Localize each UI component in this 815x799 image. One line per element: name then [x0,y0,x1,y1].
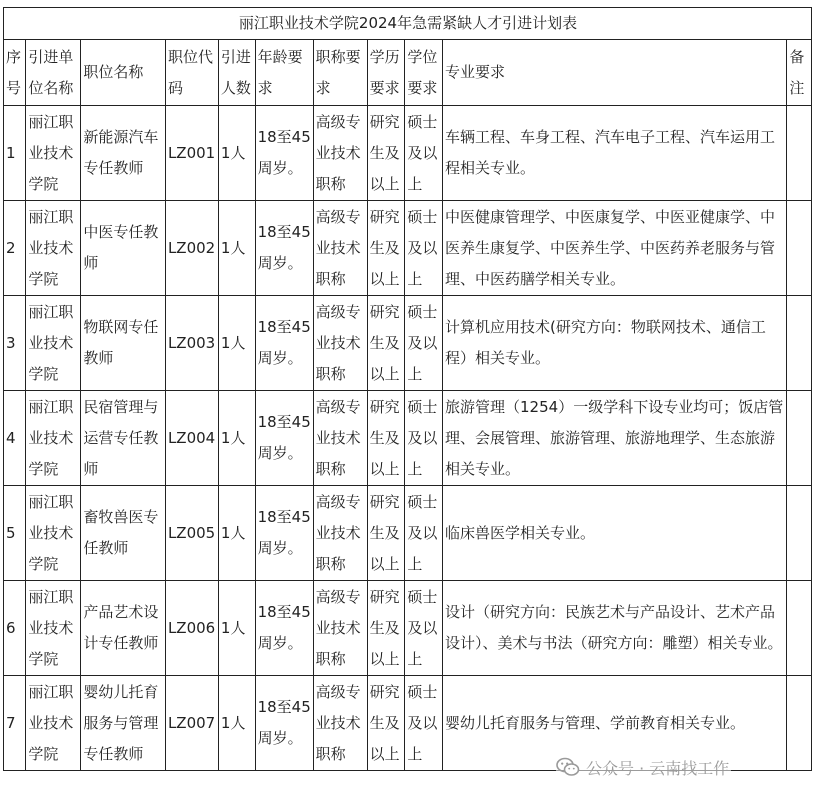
header-cell-title-req: 职称要求 [313,40,367,106]
cell-age: 18至45周岁。 [255,106,313,201]
header-cell-major: 专业要求 [443,40,787,106]
cell-count: 1人 [218,201,255,296]
cell-age: 18至45周岁。 [255,296,313,391]
table-row [4,486,812,581]
cell-remarks [787,106,812,201]
cell-title-req: 高级专业技术职称 [313,486,367,581]
cell-code: LZ004 [165,391,218,486]
header-cell-age: 年龄要求 [255,40,313,106]
header-cell-education: 学历要求 [367,40,405,106]
cell-unit: 丽江职业技术学院 [26,391,81,486]
cell-degree: 硕士及以上 [405,581,443,676]
cell-title-req: 高级专业技术职称 [313,676,367,771]
cell-degree: 硕士及以上 [405,486,443,581]
cell-age: 18至45周岁。 [255,391,313,486]
cell-age: 18至45周岁。 [255,581,313,676]
cell-major: 设计（研究方向：民族艺术与产品设计、艺术产品设计）、美术与书法（研究方向：雕塑）相关专业。 [443,581,787,676]
recruitment-plan-table [3,7,812,771]
cell-count: 1人 [218,676,255,771]
cell-index: 3 [4,296,26,391]
cell-title-req: 高级专业技术职称 [313,296,367,391]
cell-major: 车辆工程、车身工程、汽车电子工程、汽车运用工程相关专业。 [443,106,787,201]
watermark [556,754,731,780]
cell-degree: 硕士及以上 [405,676,443,771]
cell-age: 18至45周岁。 [255,676,313,771]
cell-title-req: 高级专业技术职称 [313,201,367,296]
cell-unit: 丽江职业技术学院 [26,581,81,676]
recruitment-plan-sheet [3,7,812,795]
cell-age: 18至45周岁。 [255,486,313,581]
cell-unit: 丽江职业技术学院 [26,296,81,391]
cell-code: LZ001 [165,106,218,201]
cell-remarks [787,676,812,771]
cell-degree: 硕士及以上 [405,201,443,296]
cell-index: 4 [4,391,26,486]
cell-unit: 丽江职业技术学院 [26,486,81,581]
cell-education: 研究生及以上 [367,296,405,391]
cell-education: 研究生及以上 [367,676,405,771]
cell-education: 研究生及以上 [367,201,405,296]
cell-index: 2 [4,201,26,296]
cell-position: 婴幼儿托育服务与管理专任教师 [81,676,166,771]
cell-unit: 丽江职业技术学院 [26,106,81,201]
cell-education: 研究生及以上 [367,391,405,486]
header-cell-index: 序号 [4,40,26,106]
header-cell-count: 引进人数 [218,40,255,106]
cell-remarks [787,486,812,581]
cell-code: LZ005 [165,486,218,581]
cell-age: 18至45周岁。 [255,201,313,296]
wechat-icon [556,757,580,777]
header-cell-code: 职位代码 [165,40,218,106]
cell-remarks [787,296,812,391]
title-row [4,8,812,40]
cell-major: 中医健康管理学、中医康复学、中医亚健康学、中医养生康复学、中医养生学、中医药养老服务与管理、中医药膳学相关专业。 [443,201,787,296]
table-row [4,391,812,486]
cell-degree: 硕士及以上 [405,391,443,486]
cell-title-req: 高级专业技术职称 [313,581,367,676]
cell-education: 研究生及以上 [367,486,405,581]
cell-major: 临床兽医学相关专业。 [443,486,787,581]
header-row [4,40,812,106]
cell-count: 1人 [218,106,255,201]
cell-remarks [787,581,812,676]
watermark-text: 公众号 · 云南找工作 [586,758,730,778]
cell-degree: 硕士及以上 [405,296,443,391]
cell-position: 产品艺术设计专任教师 [81,581,166,676]
cell-count: 1人 [218,296,255,391]
cell-index: 7 [4,676,26,771]
cell-position: 物联网专任教师 [81,296,166,391]
cell-title-req: 高级专业技术职称 [313,391,367,486]
cell-degree: 硕士及以上 [405,106,443,201]
cell-index: 6 [4,581,26,676]
cell-position: 新能源汽车专任教师 [81,106,166,201]
cell-code: LZ002 [165,201,218,296]
table-row [4,201,812,296]
cell-index: 1 [4,106,26,201]
cell-code: LZ003 [165,296,218,391]
cell-unit: 丽江职业技术学院 [26,201,81,296]
table-title: 丽江职业技术学院2024年急需紧缺人才引进计划表 [4,8,812,40]
cell-major: 旅游管理（1254）一级学科下设专业均可；饭店管理、会展管理、旅游管理、旅游地理学、生态旅游相关专业。 [443,391,787,486]
cell-unit: 丽江职业技术学院 [26,676,81,771]
cell-remarks [787,201,812,296]
cell-count: 1人 [218,391,255,486]
cell-major: 计算机应用技术(研究方向：物联网技术、通信工程）相关专业。 [443,296,787,391]
cell-code: LZ007 [165,676,218,771]
header-cell-remarks: 备注 [787,40,812,106]
cell-major: 婴幼儿托育服务与管理、学前教育相关专业。 [443,676,787,771]
cell-index: 5 [4,486,26,581]
cell-code: LZ006 [165,581,218,676]
header-cell-position: 职位名称 [81,40,166,106]
cell-position: 中医专任教师 [81,201,166,296]
cell-position: 畜牧兽医专任教师 [81,486,166,581]
cell-title-req: 高级专业技术职称 [313,106,367,201]
cell-education: 研究生及以上 [367,106,405,201]
cell-position: 民宿管理与运营专任教师 [81,391,166,486]
cell-remarks [787,391,812,486]
cell-education: 研究生及以上 [367,581,405,676]
cell-count: 1人 [218,581,255,676]
header-cell-unit: 引进单位名称 [26,40,81,106]
table-row [4,296,812,391]
table-row [4,106,812,201]
table-row [4,581,812,676]
header-cell-degree: 学位要求 [405,40,443,106]
cell-count: 1人 [218,486,255,581]
